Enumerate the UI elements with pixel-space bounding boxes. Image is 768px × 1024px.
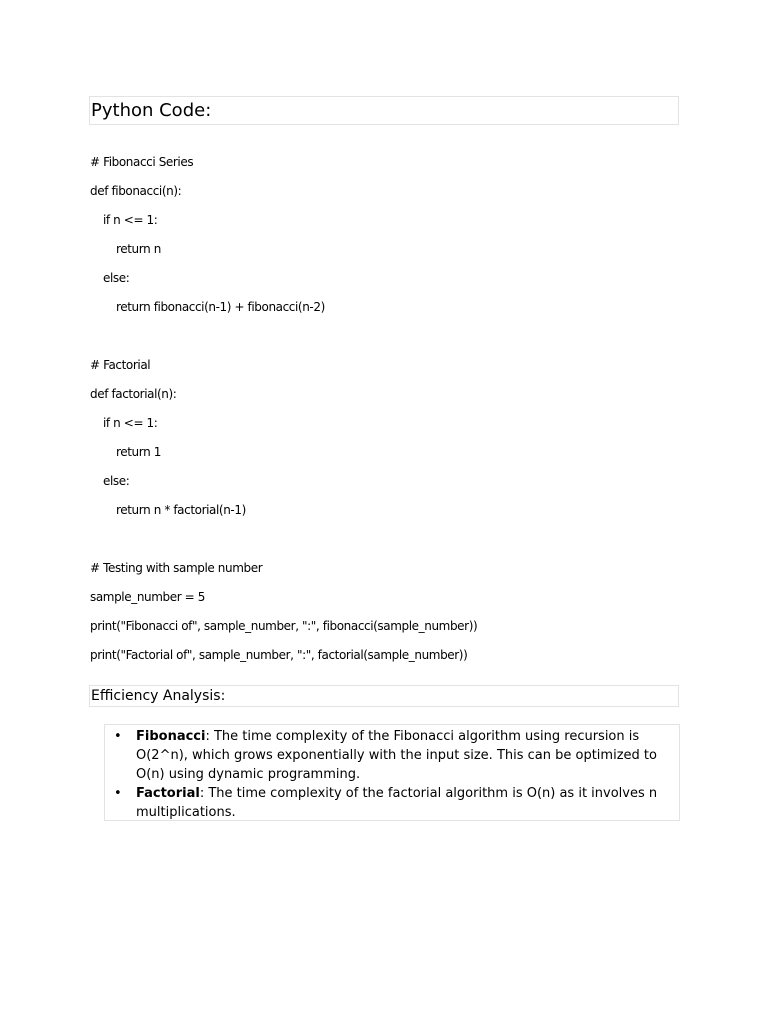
description-fibonacci: : The time complexity of the Fibonacci algorithm using recursion is O(2^n), which grows exponentially with the input size. This can be optimized to O(n) using dynamic programming. [136, 729, 657, 782]
list-item-fibonacci [105, 727, 671, 784]
code-line: if n <= 1: [103, 213, 158, 227]
description-factorial: : The time complexity of the factorial algorithm is O(n) as it involves n multiplications. [136, 786, 658, 820]
code-line: # Testing with sample number [90, 561, 263, 575]
term-fibonacci: Fibonacci [136, 729, 206, 744]
code-line: else: [103, 271, 130, 285]
list-item-factorial [105, 784, 671, 822]
bullet-icon: • [114, 786, 122, 801]
efficiency-analysis-heading: Efficiency Analysis: [89, 685, 679, 707]
term-factorial: Factorial [136, 786, 200, 801]
code-block [90, 150, 680, 672]
analysis-list-box [104, 724, 680, 821]
code-line: if n <= 1: [103, 416, 158, 430]
python-code-heading: Python Code: [89, 96, 679, 125]
analysis-list [105, 727, 671, 822]
code-line: def factorial(n): [90, 387, 177, 401]
code-line: return fibonacci(n-1) + fibonacci(n-2) [116, 300, 325, 314]
code-line: return n [116, 242, 161, 256]
code-line: return n * factorial(n-1) [116, 503, 246, 517]
bullet-icon: • [114, 729, 122, 744]
code-line: print("Fibonacci of", sample_number, ":", fibonacci(sample_number)) [90, 619, 478, 633]
code-line: # Factorial [90, 358, 151, 372]
code-line: return 1 [116, 445, 161, 459]
code-line: sample_number = 5 [90, 590, 205, 604]
code-line: # Fibonacci Series [90, 155, 194, 169]
code-line: def fibonacci(n): [90, 184, 182, 198]
code-line: else: [103, 474, 130, 488]
code-line: print("Factorial of", sample_number, ":", factorial(sample_number)) [90, 648, 468, 662]
